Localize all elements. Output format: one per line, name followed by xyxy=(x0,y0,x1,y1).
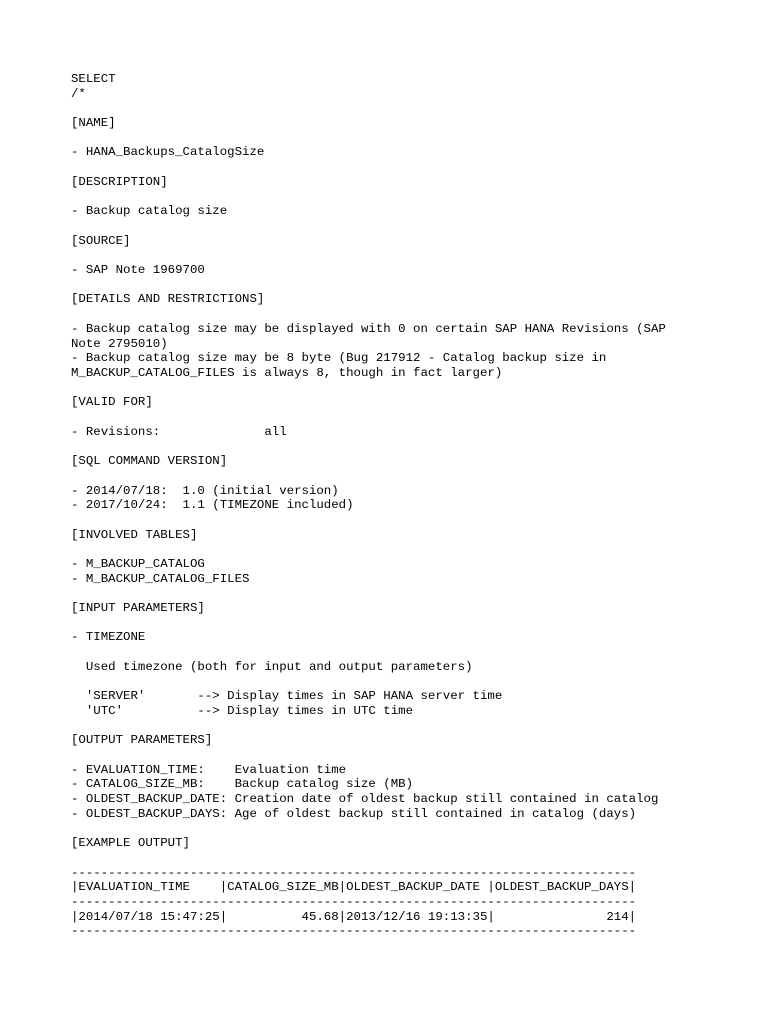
document-line xyxy=(71,219,666,234)
document-line xyxy=(71,616,666,631)
document-line xyxy=(71,439,666,454)
document-line xyxy=(71,748,666,763)
document-line xyxy=(71,645,666,660)
document-line: [SQL COMMAND VERSION] xyxy=(71,454,228,469)
document-line xyxy=(71,381,666,396)
document-line xyxy=(71,469,666,484)
document-line: - TIMEZONE xyxy=(71,630,146,645)
document-line: [NAME] xyxy=(71,116,116,131)
document-line: |2014/07/18 15:47:25| 45.68|2013/12/16 19:13:35| 214| xyxy=(71,909,637,924)
document-line: M_BACKUP_CATALOG_FILES is always 8, though in fact larger) xyxy=(71,365,503,380)
document-line: [VALID FOR] xyxy=(71,395,153,410)
document-line: - SAP Note 1969700 xyxy=(71,263,205,278)
document-line xyxy=(71,248,666,263)
document-line xyxy=(71,542,666,557)
document-line xyxy=(71,513,666,528)
document-line: SELECT xyxy=(71,72,116,86)
document-line: - EVALUATION_TIME: Evaluation time xyxy=(71,762,347,777)
document-line: |EVALUATION_TIME |CATALOG_SIZE_MB|OLDEST_BACKUP_DATE |OLDEST_BACKUP_DAYS| xyxy=(71,880,637,895)
document-line: ---------------------------------------------------------------------------- xyxy=(71,895,637,910)
document-line: - OLDEST_BACKUP_DAYS: Age of oldest backup still contained in catalog (days) xyxy=(71,806,637,821)
document-line: [INPUT PARAMETERS] xyxy=(71,601,205,616)
document-line: [EXAMPLE OUTPUT] xyxy=(71,836,190,851)
document-line xyxy=(71,410,666,425)
sql-comment-block xyxy=(71,72,666,939)
document-line xyxy=(71,307,666,322)
document-line: [SOURCE] xyxy=(71,233,131,248)
document-line xyxy=(71,719,666,734)
document-line: - M_BACKUP_CATALOG_FILES xyxy=(71,571,250,586)
document-line: 'SERVER' --> Display times in SAP HANA server time xyxy=(71,689,503,704)
document-line: ---------------------------------------------------------------------------- xyxy=(71,865,637,880)
document-line xyxy=(71,131,666,146)
document-line: - Backup catalog size may be 8 byte (Bug 217912 - Catalog backup size in xyxy=(71,351,607,366)
document-line: Used timezone (both for input and output parameters) xyxy=(71,659,473,674)
document-line: /* xyxy=(71,86,86,101)
document-line: - OLDEST_BACKUP_DATE: Creation date of oldest backup still contained in catalog xyxy=(71,792,659,807)
document-line: - CATALOG_SIZE_MB: Backup catalog size (MB) xyxy=(71,777,414,792)
document-line xyxy=(71,160,666,175)
document-line: - 2017/10/24: 1.1 (TIMEZONE included) xyxy=(71,498,354,513)
document-line: [DESCRIPTION] xyxy=(71,174,168,189)
document-line xyxy=(71,675,666,690)
document-line: Note 2795010) xyxy=(71,336,168,351)
document-line: - Revisions: all xyxy=(71,424,287,439)
document-line xyxy=(71,822,666,837)
document-line: - Backup catalog size may be displayed with 0 on certain SAP HANA Revisions (SAP xyxy=(71,321,666,336)
document-line: - Backup catalog size xyxy=(71,204,228,219)
document-line xyxy=(71,190,666,205)
document-line xyxy=(71,851,666,866)
document-line: 'UTC' --> Display times in UTC time xyxy=(71,703,414,718)
document-line xyxy=(71,586,666,601)
document-line: ---------------------------------------------------------------------------- xyxy=(71,924,637,939)
document-line: [INVOLVED TABLES] xyxy=(71,527,198,542)
document-line: - 2014/07/18: 1.0 (initial version) xyxy=(71,483,339,498)
document-line xyxy=(71,101,666,116)
document-line: [OUTPUT PARAMETERS] xyxy=(71,733,213,748)
document-line: - M_BACKUP_CATALOG xyxy=(71,556,205,571)
document-line xyxy=(71,278,666,293)
document-line: [DETAILS AND RESTRICTIONS] xyxy=(71,292,265,307)
document-line: - HANA_Backups_CatalogSize xyxy=(71,145,265,160)
